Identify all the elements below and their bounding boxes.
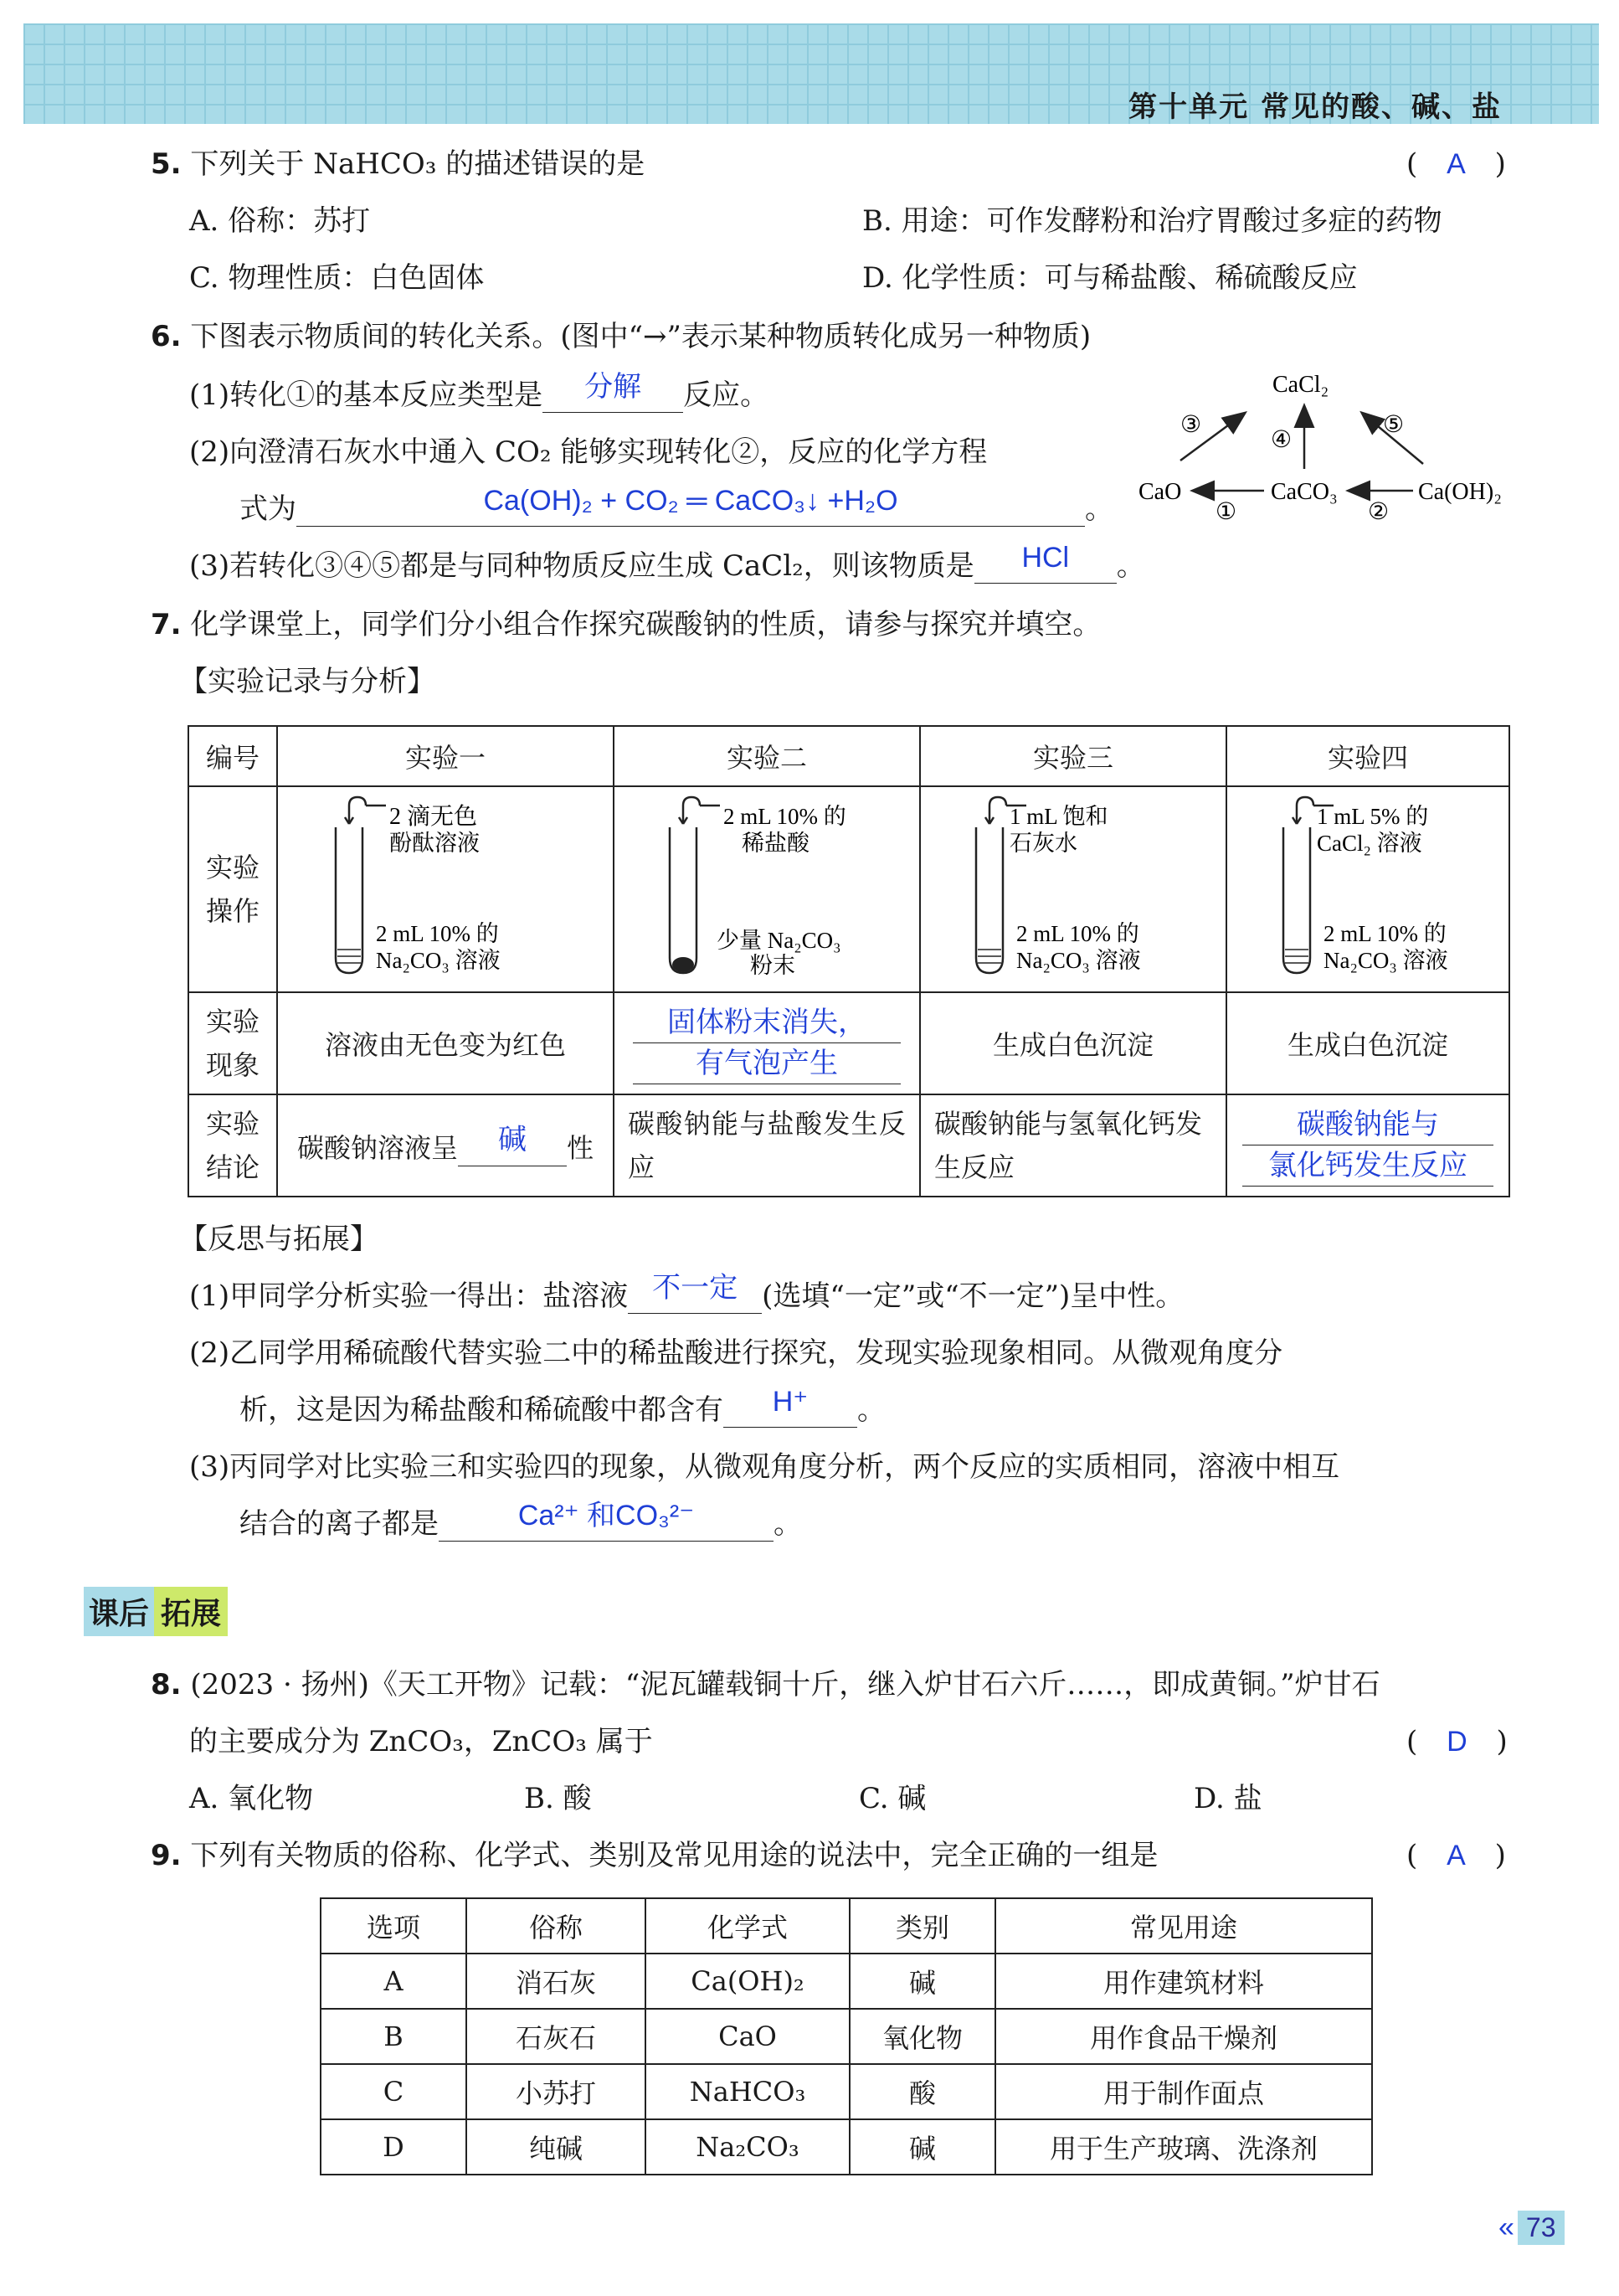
cl-exp3: 碳酸钠能与氢氧化钙发生反应 bbox=[920, 1094, 1226, 1197]
op2-top-line2: 稀盐酸 bbox=[742, 831, 810, 856]
conversion-diagram bbox=[1130, 360, 1515, 528]
node-cacl2: CaCl₂ bbox=[1272, 372, 1329, 398]
q8-line1-text: (2023 · 扬州)《天工开物》记载：“泥瓦罐载铜十斤，继入炉甘石六斤……，即成黄铜。”炉甘石 bbox=[190, 1668, 1380, 1701]
q6-stem-text: 下图表示物质间的转化关系。(图中“→”表示某种物质转化成另一种物质) bbox=[190, 320, 1092, 353]
cl1-answer: 碱 bbox=[498, 1124, 527, 1156]
cell: 石灰石 bbox=[466, 2009, 645, 2064]
table-row bbox=[321, 2009, 1372, 2064]
r1-text: (1)甲同学分析实验一得出：盐溶液 bbox=[189, 1279, 629, 1313]
q8-option-a: A. 氧化物 bbox=[189, 1782, 314, 1815]
paren-open: ( bbox=[1406, 1839, 1418, 1872]
op1-bottom-line2: Na₂CO₃ 溶液 bbox=[376, 948, 501, 973]
cell: 用作建筑材料 bbox=[995, 1954, 1372, 2009]
cl-exp1 bbox=[277, 1094, 614, 1197]
q8-option-c: C. 碱 bbox=[859, 1782, 927, 1815]
op3-bottom-line1: 2 mL 10% 的 bbox=[1016, 921, 1139, 946]
q8-number: 8. bbox=[151, 1668, 182, 1701]
q6-p3-answer: HCl bbox=[1021, 542, 1070, 574]
table-header-row bbox=[321, 1898, 1372, 1954]
q8-line1 bbox=[151, 1668, 1380, 1701]
q8-option-d: D. 盐 bbox=[1194, 1782, 1262, 1815]
record-title: 【实验记录与分析】 bbox=[179, 665, 435, 698]
q6-number: 6. bbox=[151, 320, 182, 353]
unit-title: 第十单元 常见的酸、碱、盐 bbox=[1128, 90, 1502, 124]
node-caoh2: Ca(OH)₂ bbox=[1418, 479, 1502, 505]
substance-table bbox=[320, 1897, 1373, 2175]
cl4-answer-b: 氯化钙发生反应 bbox=[1268, 1150, 1467, 1181]
op2-bottom-line2: 粉末 bbox=[750, 953, 795, 978]
q8-answer-slot bbox=[1406, 1725, 1508, 1758]
cell: NaHCO₃ bbox=[645, 2064, 850, 2119]
q5-stem-text: 下列关于 NaHCO₃ 的描述错误的是 bbox=[190, 147, 645, 181]
experiment-table bbox=[188, 725, 1510, 1197]
op3-bottom-line2: Na₂CO₃ 溶液 bbox=[1016, 948, 1141, 973]
ph2-answer-a: 固体粉末消失， bbox=[667, 1006, 866, 1038]
cell: A bbox=[321, 1954, 466, 2009]
cell: 消石灰 bbox=[466, 1954, 645, 2009]
ph2-line-a bbox=[633, 1002, 901, 1043]
q5-answer-slot bbox=[1406, 147, 1506, 181]
r1-tail: (选填“一定”或“不一定”)呈中性。 bbox=[762, 1279, 1185, 1313]
row-label-phenomenon-text: 实验现象 bbox=[206, 1006, 260, 1081]
paren-close: ) bbox=[1496, 1725, 1508, 1758]
section-title-part-b: 拓展 bbox=[154, 1587, 228, 1636]
q6-part1 bbox=[189, 371, 769, 413]
q8-line2: 的主要成分为 ZnCO₃，ZnCO₃ 属于 bbox=[189, 1725, 653, 1758]
double-chevron-left-icon: « bbox=[1498, 2211, 1514, 2243]
r2-blank bbox=[723, 1386, 857, 1428]
paren-open: ( bbox=[1406, 1725, 1418, 1758]
q8-answer: D bbox=[1447, 1726, 1467, 1758]
cell: 小苏打 bbox=[466, 2064, 645, 2119]
th-exp1: 实验一 bbox=[277, 726, 614, 786]
op1-top-line1: 2 滴无色 bbox=[389, 804, 478, 830]
node-cao: CaO bbox=[1138, 479, 1182, 505]
q5-option-a: A. 俗称：苏打 bbox=[189, 204, 371, 238]
q6-stem bbox=[151, 320, 1091, 353]
paren-open: ( bbox=[1406, 147, 1418, 181]
th-exp4: 实验四 bbox=[1226, 726, 1509, 786]
th-common-name: 俗称 bbox=[466, 1898, 645, 1954]
q9-number: 9. bbox=[151, 1839, 182, 1872]
q5-option-b: B. 用途：可作发酵粉和治疗胃酸过多症的药物 bbox=[862, 204, 1442, 238]
q6-part2-line1: (2)向澄清石灰水中通入 CO₂ 能够实现转化②，反应的化学方程 bbox=[189, 435, 988, 469]
q7-r3-line1: (3)丙同学对比实验三和实验四的现象，从微观角度分析，两个反应的实质相同，溶液中相互 bbox=[189, 1450, 1340, 1484]
test-tube-3 bbox=[923, 790, 1224, 988]
test-tube-4 bbox=[1230, 790, 1506, 988]
q5-answer: A bbox=[1447, 148, 1466, 180]
node-caco3: CaCO₃ bbox=[1271, 479, 1338, 505]
q6-p2-answer: Ca(OH)₂ + CO₂ ═ CaCO₃↓ +H₂O bbox=[483, 485, 898, 517]
row-label-conclusion bbox=[188, 1094, 277, 1197]
q6-p2-tail: 。 bbox=[1085, 492, 1113, 526]
th-usage: 常见用途 bbox=[995, 1898, 1372, 1954]
cell: Na₂CO₃ bbox=[645, 2119, 850, 2175]
th-option: 选项 bbox=[321, 1898, 466, 1954]
op2-top-line1: 2 mL 10% 的 bbox=[723, 804, 846, 829]
cl-exp4 bbox=[1226, 1094, 1509, 1197]
ph2-line-b bbox=[633, 1043, 901, 1084]
cl4-line-b bbox=[1242, 1145, 1493, 1187]
r3-blank bbox=[439, 1500, 774, 1542]
q9-stem bbox=[151, 1839, 1158, 1872]
cell: 氧化物 bbox=[850, 2009, 995, 2064]
q6-part2-line2 bbox=[239, 485, 1113, 527]
cell: 用作食品干燥剂 bbox=[995, 2009, 1372, 2064]
r2-answer: H⁺ bbox=[772, 1386, 809, 1418]
paren-close: ) bbox=[1494, 1839, 1506, 1872]
q6-p3-blank bbox=[974, 542, 1117, 584]
th-category: 类别 bbox=[850, 1898, 995, 1954]
q6-p1-blank bbox=[542, 371, 683, 413]
table-row bbox=[321, 1954, 1372, 2009]
cell: 用于制作面点 bbox=[995, 2064, 1372, 2119]
page-number-text: 73 bbox=[1518, 2211, 1565, 2245]
r3-answer: Ca²⁺ 和CO₃²⁻ bbox=[517, 1500, 695, 1532]
cl4-answer-a: 碳酸钠能与 bbox=[1297, 1109, 1439, 1140]
q6-p2-text: 式为 bbox=[239, 492, 296, 526]
paren-close: ) bbox=[1494, 147, 1506, 181]
op4-top-line2: CaCl₂ 溶液 bbox=[1317, 831, 1422, 856]
th-formula: 化学式 bbox=[645, 1898, 850, 1954]
op-exp3 bbox=[920, 786, 1226, 992]
r2-tail: 。 bbox=[857, 1393, 886, 1427]
table-row bbox=[321, 2119, 1372, 2175]
cell: 纯碱 bbox=[466, 2119, 645, 2175]
reflect-title: 【反思与拓展】 bbox=[179, 1223, 378, 1256]
cell: Ca(OH)₂ bbox=[645, 1954, 850, 2009]
cl1-blank bbox=[458, 1125, 567, 1166]
q7-r2-line1: (2)乙同学用稀硫酸代替实验二中的稀盐酸进行探究，发现实验现象相同。从微观角度分 bbox=[189, 1336, 1283, 1370]
test-tube-2 bbox=[616, 790, 917, 988]
q5-number: 5. bbox=[151, 147, 182, 181]
op-exp4 bbox=[1226, 786, 1509, 992]
q9-stem-text: 下列有关物质的俗称、化学式、类别及常见用途的说法中，完全正确的一组是 bbox=[190, 1839, 1159, 1872]
op4-bottom-line2: Na₂CO₃ 溶液 bbox=[1323, 948, 1448, 973]
q5-stem bbox=[151, 147, 645, 181]
r3-tail: 。 bbox=[774, 1507, 802, 1541]
row-label-phenomenon bbox=[188, 992, 277, 1094]
page-number bbox=[1498, 2211, 1565, 2245]
q7-stem-text: 化学课堂上，同学们分小组合作探究碳酸钠的性质，请参与探究并填空。 bbox=[190, 608, 1102, 641]
row-label-operation-text: 实验操作 bbox=[206, 852, 260, 927]
label-5: ⑤ bbox=[1383, 410, 1405, 438]
th-exp3: 实验三 bbox=[920, 726, 1226, 786]
q7-stem bbox=[151, 608, 1101, 641]
label-2: ② bbox=[1368, 497, 1390, 525]
op3-top-line2: 石灰水 bbox=[1010, 831, 1077, 856]
op3-top-line1: 1 mL 饱和 bbox=[1010, 804, 1108, 829]
q6-p1-answer: 分解 bbox=[584, 371, 642, 403]
q9-answer: A bbox=[1447, 1840, 1466, 1871]
cell: 碱 bbox=[850, 2119, 995, 2175]
q6-p3-text: (3)若转化③④⑤都是与同种物质反应生成 CaCl₂，则该物质是 bbox=[189, 549, 974, 583]
row-label-conclusion-text: 实验结论 bbox=[206, 1108, 260, 1183]
r2-text: 析，这是因为稀盐酸和稀硫酸中都含有 bbox=[239, 1393, 723, 1427]
r3-text: 结合的离子都是 bbox=[239, 1507, 439, 1541]
cl4-line-a bbox=[1242, 1104, 1493, 1145]
ph-exp4: 生成白色沉淀 bbox=[1226, 992, 1509, 1094]
q5-option-d: D. 化学性质：可与稀盐酸、稀硫酸反应 bbox=[862, 261, 1358, 295]
op1-top-line2: 酚酞溶液 bbox=[389, 831, 480, 856]
cell: 酸 bbox=[850, 2064, 995, 2119]
test-tube-1 bbox=[282, 790, 609, 988]
label-1: ① bbox=[1216, 497, 1237, 525]
ph2-answer-b: 有气泡产生 bbox=[696, 1048, 838, 1079]
label-3: ③ bbox=[1180, 410, 1202, 438]
cell: CaO bbox=[645, 2009, 850, 2064]
q7-number: 7. bbox=[151, 608, 182, 641]
q6-part3 bbox=[189, 542, 1145, 584]
row-label-operation bbox=[188, 786, 277, 992]
ph-exp1: 溶液由无色变为红色 bbox=[277, 992, 614, 1094]
ph-exp3: 生成白色沉淀 bbox=[920, 992, 1226, 1094]
cl1-tail: 性 bbox=[567, 1132, 594, 1164]
q5-option-c: C. 物理性质：白色固体 bbox=[189, 261, 485, 295]
cell: B bbox=[321, 2009, 466, 2064]
q8-option-b: B. 酸 bbox=[524, 1782, 592, 1815]
op-exp2 bbox=[614, 786, 920, 992]
q6-p1-tail: 反应。 bbox=[683, 378, 769, 412]
q6-p3-tail: 。 bbox=[1116, 549, 1145, 583]
op4-top-line1: 1 mL 5% 的 bbox=[1317, 804, 1429, 829]
cl1-text: 碳酸钠溶液呈 bbox=[296, 1132, 458, 1164]
q6-p2-blank bbox=[296, 485, 1085, 527]
q6-p1-text: (1)转化①的基本反应类型是 bbox=[189, 378, 543, 412]
op4-bottom-line1: 2 mL 10% 的 bbox=[1323, 921, 1447, 946]
q9-answer-slot bbox=[1406, 1839, 1506, 1872]
op2-bottom-line1: 少量 Na₂CO₃ bbox=[717, 928, 841, 953]
cell: D bbox=[321, 2119, 466, 2175]
op-exp1 bbox=[277, 786, 614, 992]
cell: 碱 bbox=[850, 1954, 995, 2009]
section-title bbox=[84, 1586, 228, 1636]
r1-blank bbox=[628, 1272, 762, 1314]
cl-exp2: 碳酸钠能与盐酸发生反应 bbox=[614, 1094, 920, 1197]
th-id: 编号 bbox=[188, 726, 277, 786]
cell: 用于生产玻璃、洗涤剂 bbox=[995, 2119, 1372, 2175]
ph-exp2 bbox=[614, 992, 920, 1094]
r1-answer: 不一定 bbox=[652, 1272, 738, 1304]
q7-r2-line2 bbox=[239, 1386, 886, 1428]
q7-r3-line2 bbox=[239, 1500, 802, 1542]
op1-bottom-line1: 2 mL 10% 的 bbox=[376, 921, 499, 946]
th-exp2: 实验二 bbox=[614, 726, 920, 786]
q7-r1 bbox=[189, 1272, 1185, 1314]
table-row bbox=[321, 2064, 1372, 2119]
cell: C bbox=[321, 2064, 466, 2119]
label-4: ④ bbox=[1271, 425, 1293, 453]
section-title-part-a: 课后 bbox=[84, 1587, 154, 1636]
